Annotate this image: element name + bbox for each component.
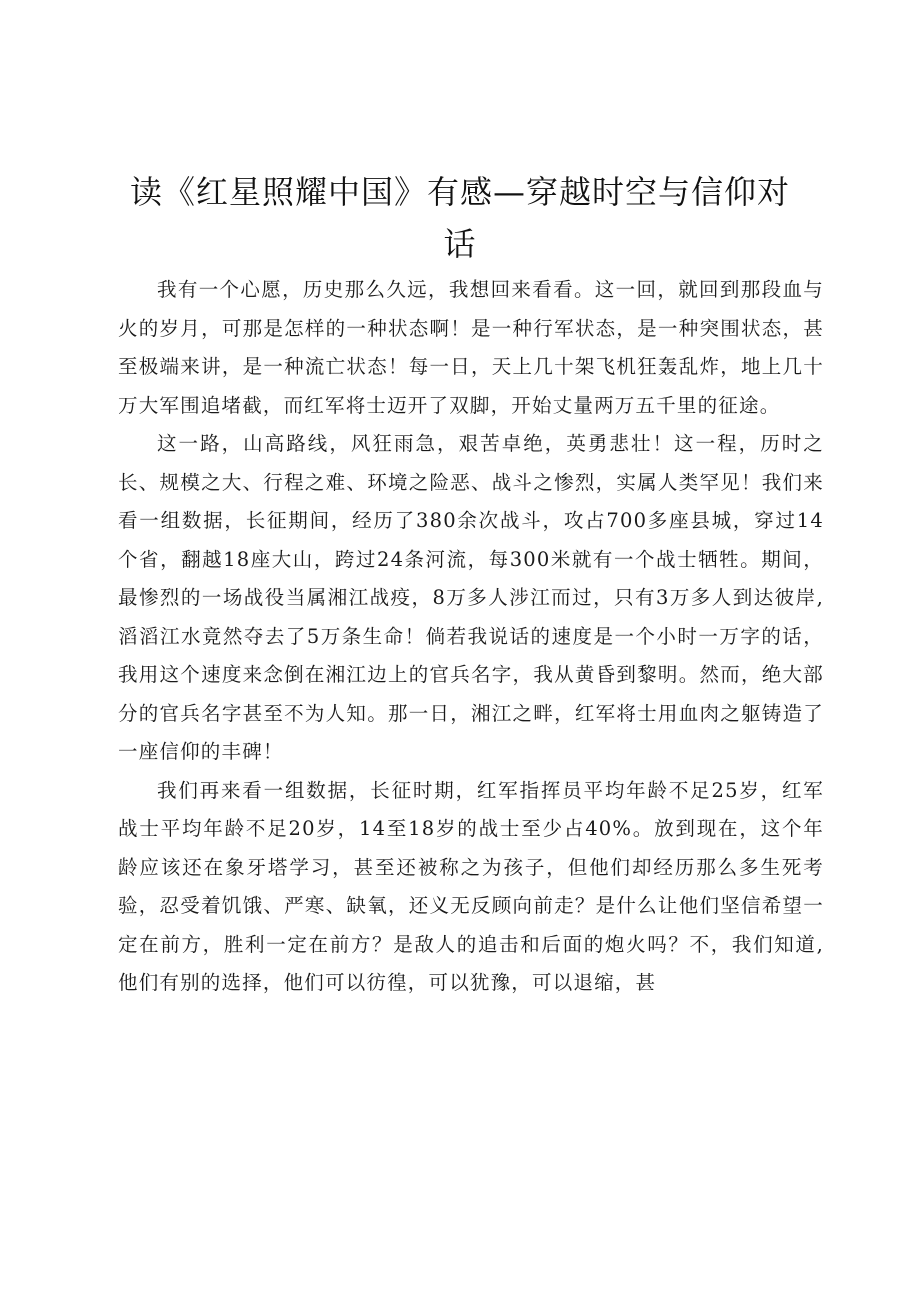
paragraph-1: 我有一个心愿，历史那么久远，我想回来看看。这一回，就回到那段血与火的岁月，可那是怎样的一种状态啊！是一种行军状态，是一种突围状态，甚至极端来讲，是一种流亡状态！每一日，天上几十架飞机狂轰乱炸，地上几十万大军围追堵截，而红军将士迈开了双脚，开始丈量两万五千里的征途。: [118, 278, 824, 417]
paragraph-2: 这一路，山高路线，风狂雨急，艰苦卓绝，英勇悲壮！这一程，历时之长、规模之大、行程之难、环境之险恶、战斗之惨烈，实属人类罕见！我们来看一组数据，长征期间，经历了380余次战斗，攻占700多座县城，穿过14个省，翻越18座大山，跨过24条河流，每300米就有一个战士牺牲。期间，最惨烈的一场战役当属湘江战疫，8万多人涉江而过，只有3万多人到达彼岸,滔滔江水竟然夺去了5万条生命！倘若我说话的速度是一个小时一万字的话，我用这个速度来念倒在湘江边上的官兵名字，我从黄昏到黎明。然而，绝大部分的官兵名字甚至不为人知。那一日，湘江之畔，红军将士用血肉之躯铸造了一座信仰的丰碑！: [118, 432, 824, 763]
paragraph-3: 我们再来看一组数据，长征时期，红军指挥员平均年龄不足25岁，红军战士平均年龄不足20岁，14至18岁的战士至少占40%。放到现在，这个年龄应该还在象牙塔学习，甚至还被称之为孩子，但他们却经历那么多生死考验，忍受着饥饿、严寒、缺氧，还义无反顾向前走？是什么让他们坚信希望一定在前方，胜利一定在前方？是敌人的追击和后面的炮火吗？不，我们知道,他们有别的选择，他们可以彷徨，可以犹豫，可以退缩，甚: [118, 778, 824, 994]
document-title: 读《红星照耀中国》有感—穿越时空与信仰对话: [129, 173, 790, 263]
document-body: [118, 271, 824, 1003]
